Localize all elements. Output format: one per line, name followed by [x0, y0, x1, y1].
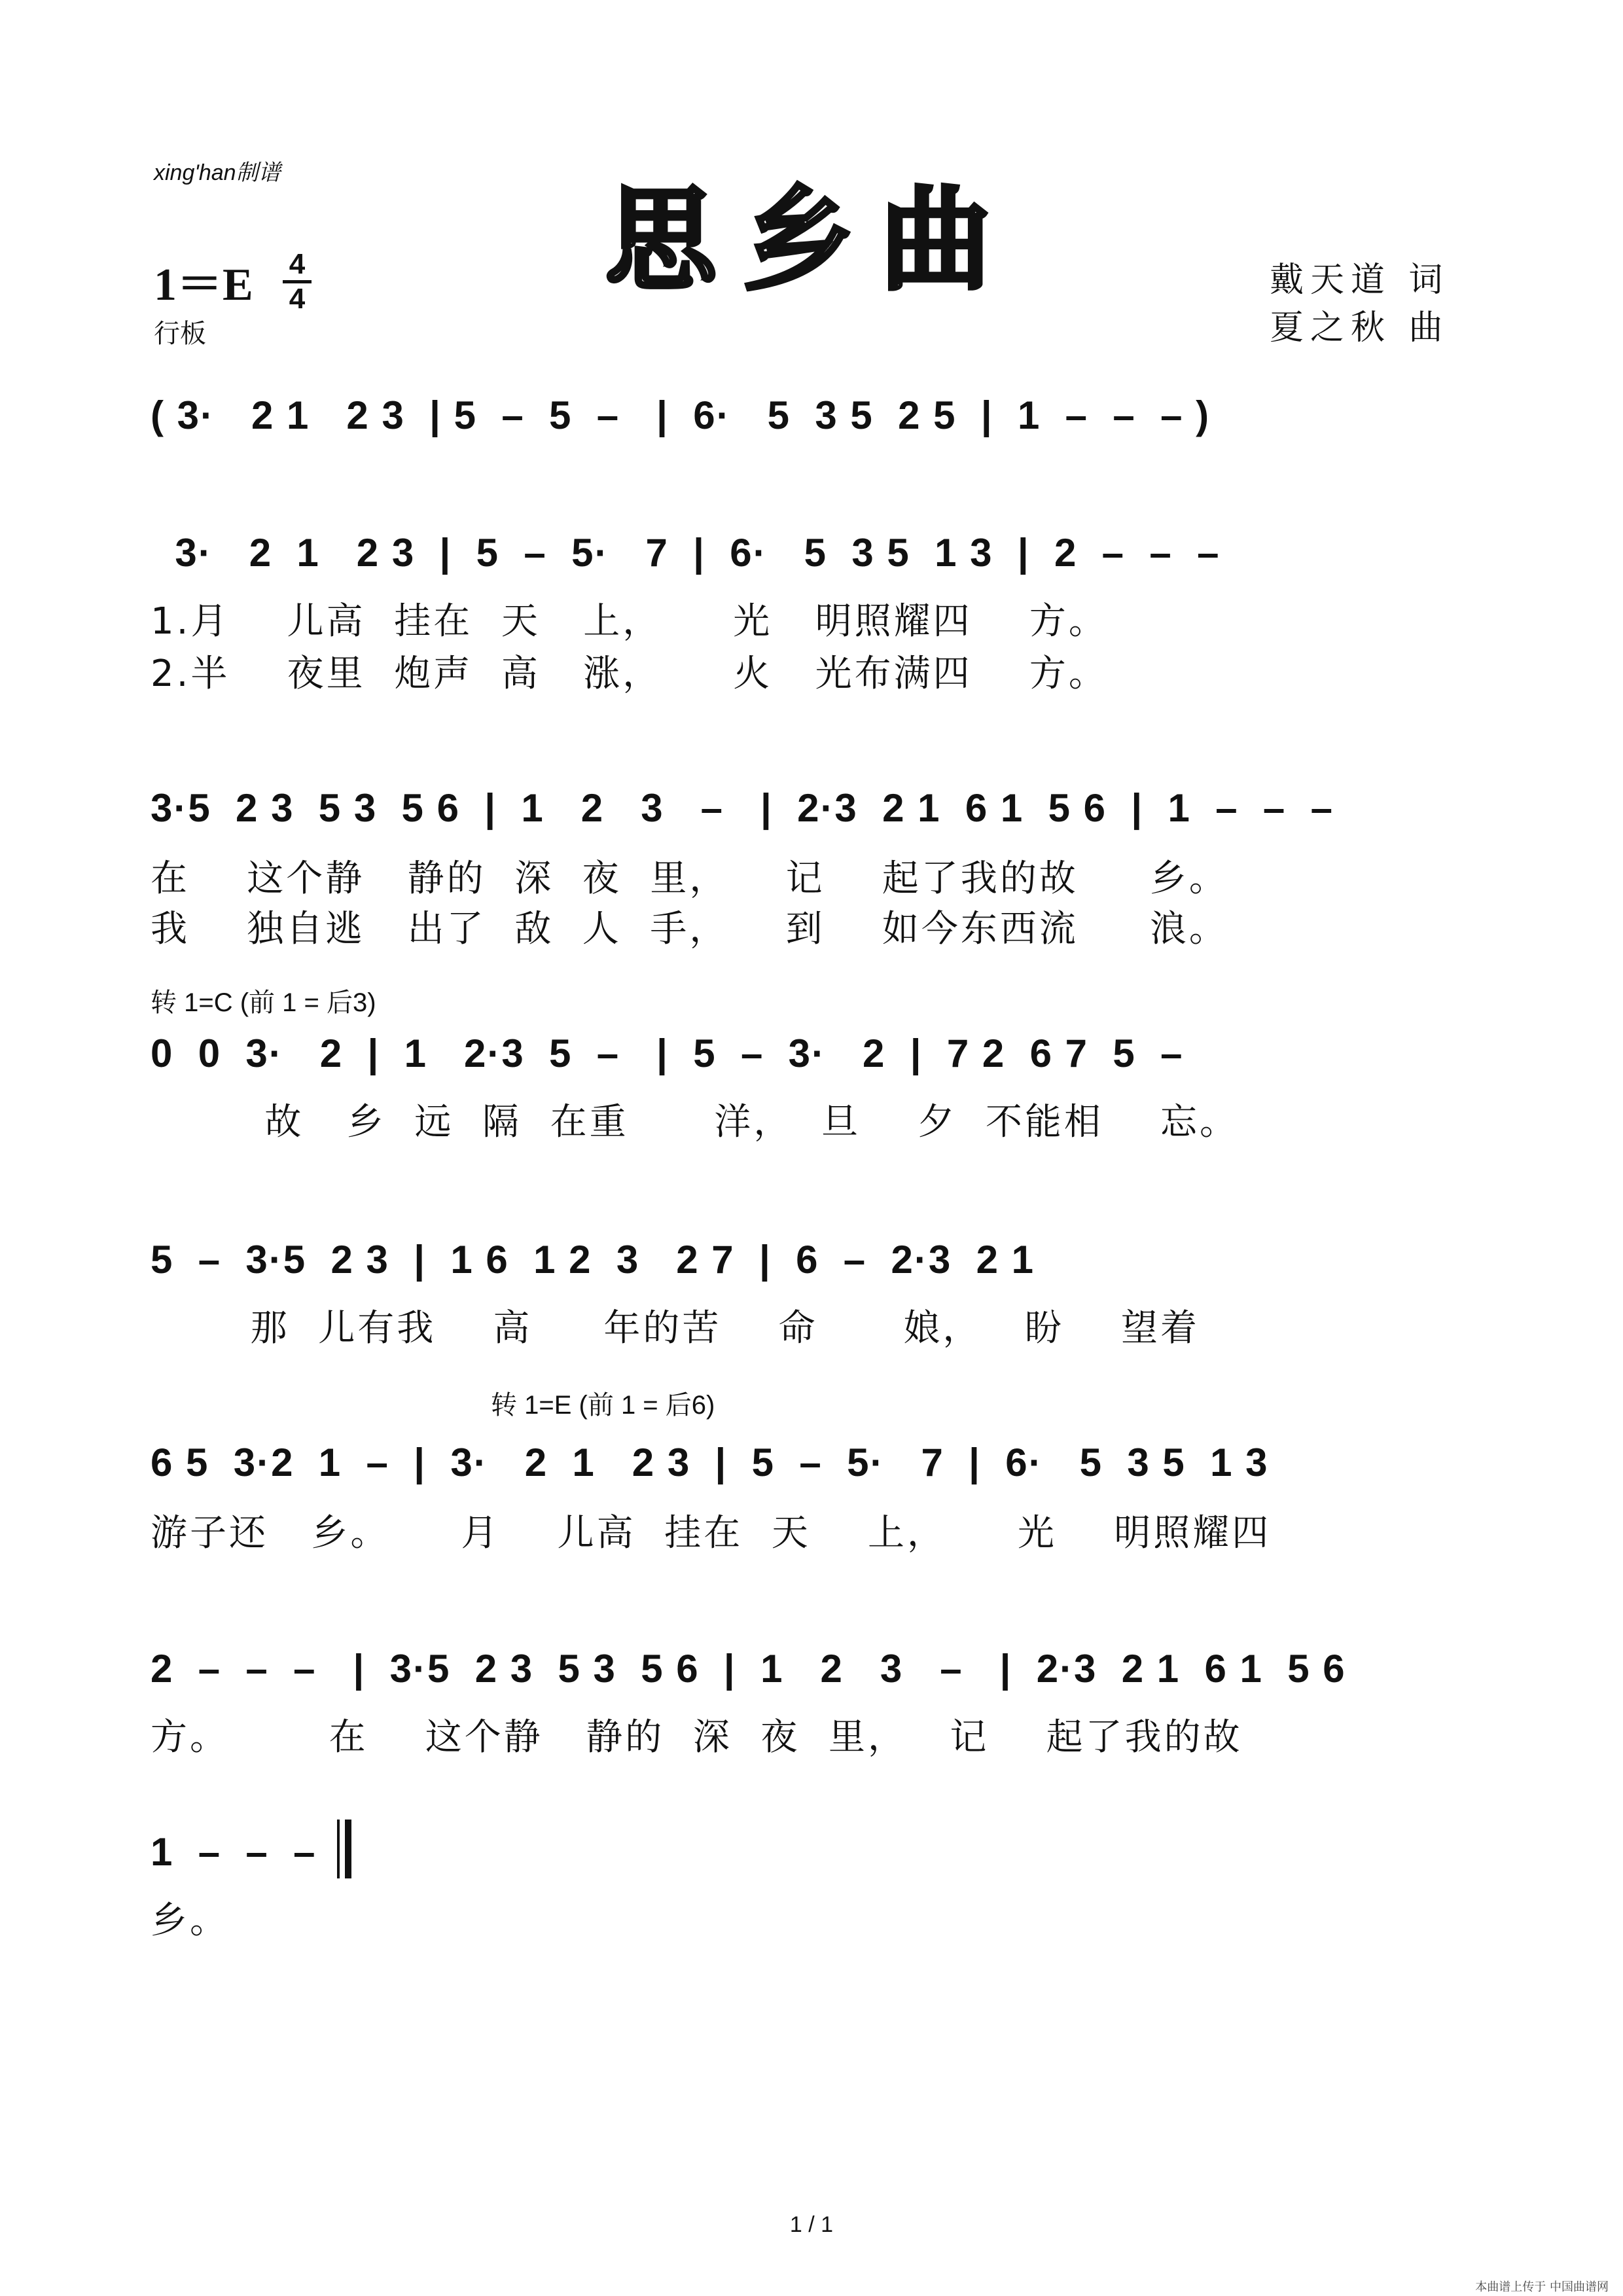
lyric-line-2-verse-1: 1.月 儿高 挂在 天 上， 光 明照耀四 方。	[151, 600, 1108, 643]
lyric-line-2-verse-2: 2.半 夜里 炮声 高 涨， 火 光布满四 方。	[151, 653, 1108, 695]
final-barline-thin	[337, 1820, 340, 1878]
score-line-6: 6 5 3·2 1 – | 3· 2 1 2 3 | 5 – 5· 7 | 6· 5 3 5 1 3	[151, 1441, 1269, 1484]
modulation-marking-2: 转 1=E (前 1 = 后6)	[491, 1391, 715, 1420]
modulation-marking-1: 转 1=C (前 1 = 后3)	[151, 988, 376, 1017]
score-line-7: 2 – – – | 3·5 2 3 5 3 5 6 | 1 2 3 – | 2·3 2 1 6 1 5 6	[151, 1647, 1346, 1691]
page-number: 1 / 1	[789, 2212, 834, 2237]
score-line-3: 3·5 2 3 5 3 5 6 | 1 2 3 – | 2·3 2 1 6 1 5 6 | 1 – – –	[151, 786, 1334, 830]
lyric-line-7: 方。 在 这个静 静的 深 夜 里， 记 起了我的故	[151, 1716, 1243, 1759]
page-title: 思乡曲	[605, 176, 1018, 306]
score-line-4: 0 0 3· 2 | 1 2·3 5 – | 5 – 3· 2 | 7 2 6 7 5 –	[151, 1031, 1184, 1075]
lyric-line-4: 故 乡 远 隔 在重 洋， 旦 夕 不能相 忘。	[151, 1101, 1240, 1143]
arranger-credit: xing'han制谱	[154, 160, 281, 185]
lyric-line-3-verse-1: 在 这个静 静的 深 夜 里， 记 起了我的故 乡。	[151, 857, 1228, 900]
lyricist: 戴天道 词	[1270, 260, 1450, 300]
lyric-line-5: 那 儿有我 高 年的苦 命 娘， 盼 望着	[151, 1307, 1200, 1350]
site-watermark: 本曲谱上传于 中国曲谱网	[1475, 2280, 1609, 2294]
score-line-8: 1 – – –	[151, 1830, 317, 1874]
lyric-line-8: 乡。	[151, 1899, 229, 1942]
key-signature: 1＝E	[154, 260, 253, 310]
time-numerator: 4	[289, 248, 306, 280]
lyric-line-6: 游子还 乡。 月 儿高 挂在 天 上， 光 明照耀四	[151, 1512, 1272, 1554]
score-line-2: 3· 2 1 2 3 | 5 – 5· 7 | 6· 5 3 5 1 3 | 2 – – –	[151, 531, 1221, 575]
tempo-marking: 行板	[154, 319, 206, 349]
score-line-1: ( 3· 2 1 2 3 | 5 – 5 – | 6· 5 3 5 2 5 | 1 – – – )	[151, 393, 1211, 437]
lyric-line-3-verse-2: 我 独自逃 出了 敌 人 手， 到 如今东西流 浪。	[151, 908, 1228, 950]
composer: 夏之秋 曲	[1270, 308, 1450, 348]
time-denominator: 4	[289, 283, 306, 315]
score-line-5: 5 – 3·5 2 3 | 1 6 1 2 3 2 7 | 6 – 2·3 2 1	[151, 1238, 1035, 1282]
final-barline-thick	[345, 1820, 351, 1878]
time-signature	[283, 250, 312, 314]
